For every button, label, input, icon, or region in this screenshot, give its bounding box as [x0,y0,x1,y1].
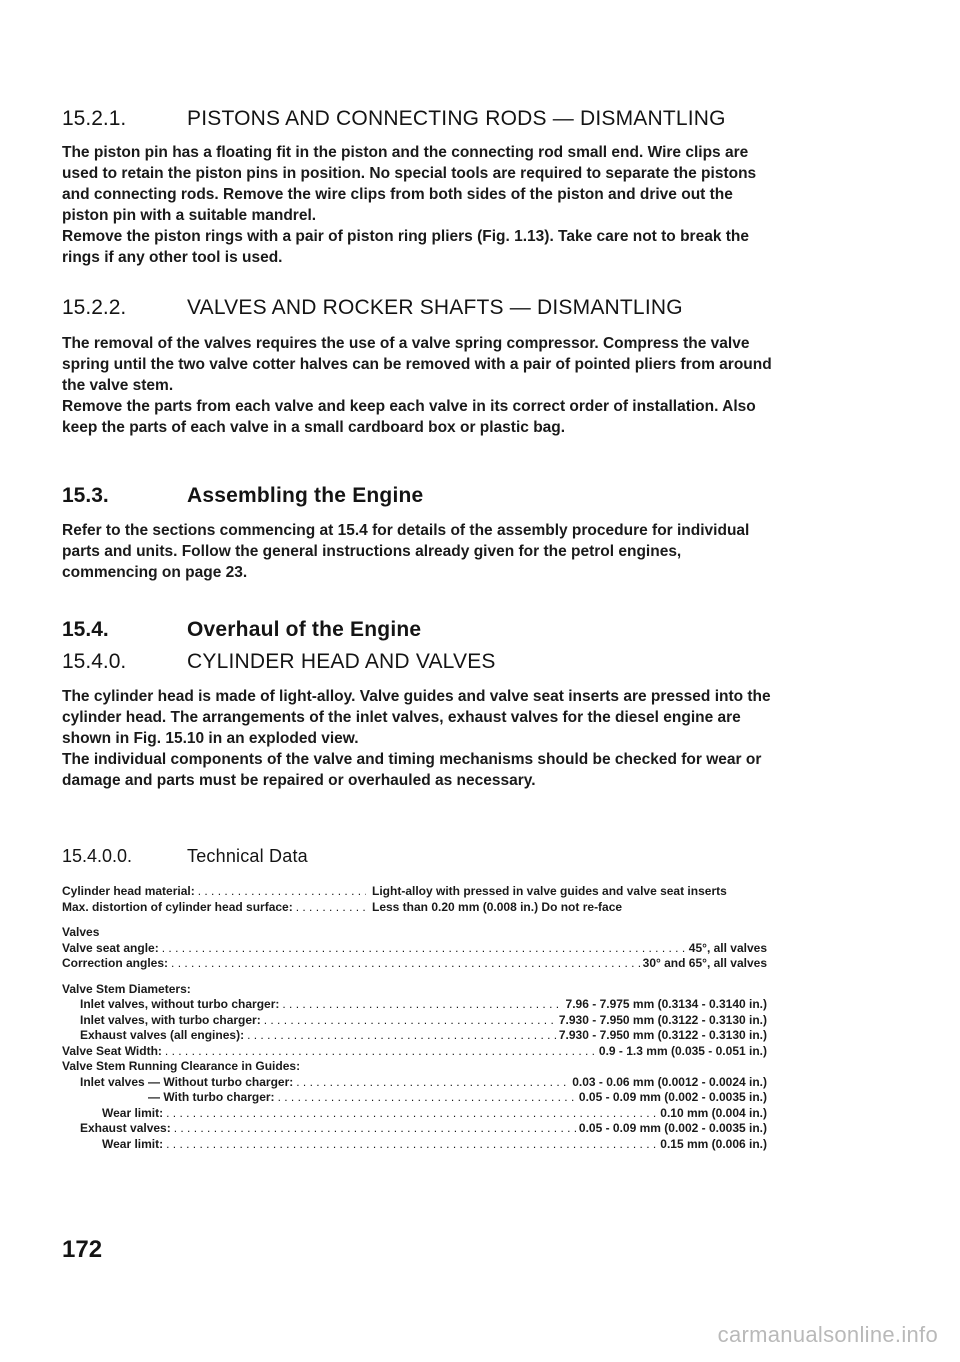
paragraph: Refer to the sections commencing at 15.4 for details of the assembly procedure for individual parts and units. Follow the general instructions already given for the petrol engines, commencing on page 23. [62,522,750,581]
spec-value: 0.05 - 0.09 mm (0.002 - 0.0035 in.) [578,1090,767,1104]
spec-value: 0.05 - 0.09 mm (0.002 - 0.0035 in.) [578,1121,767,1135]
page-number: 172 [62,1236,103,1263]
spec-label: Correction angles: [62,956,169,970]
spec-row [62,1013,767,1029]
spec-label: Inlet valves — Without turbo charger: [80,1074,294,1089]
paragraph: Remove the parts from each valve and keep each valve in its correct order of installation. Also keep the parts of each valve in a small cardboard box or plastic bag. [62,398,756,436]
section-number: 15.4.0.0. [62,846,133,866]
section-heading-15-4-0-0 [62,846,308,867]
section-number: 15.4. [62,618,109,641]
spec-group-heading: Valve Stem Running Clearance in Guides: [62,1059,301,1073]
spec-row [62,1044,767,1060]
section-title: Technical Data [187,846,308,866]
spec-label: Exhaust valves: [80,1121,171,1135]
section-title: CYLINDER HEAD AND VALVES [187,650,496,673]
section-title: Overhaul of the Engine [187,618,422,641]
spec-label: Wear limit: [102,1105,164,1120]
paragraph: The removal of the valves requires the use of a valve spring compressor. Compress the valve spring until the two valve cotter halves can be removed with a pair of pointed pliers from around the valve stem. [62,335,772,394]
spec-group-heading: Valve Stem Diameters: [62,981,191,996]
spec-label: Inlet valves, with turbo charger: [80,1012,261,1027]
section-number: 15.4.0. [62,650,127,673]
spec-value: 7.96 - 7.975 mm (0.3134 - 0.3140 in.) [565,997,767,1011]
spec-value: 0.9 - 1.3 mm (0.035 - 0.051 in.) [598,1043,767,1058]
spec-value: 30° and 65°, all valves [642,956,767,970]
spec-group-stem [62,982,767,1153]
section-title: VALVES AND ROCKER SHAFTS — DISMANTLING [187,296,683,319]
spec-label: Valve Seat Width: [62,1043,162,1058]
spec-row [62,1106,767,1122]
spec-row [62,900,767,916]
paragraph: The cylinder head is made of light-alloy. Valve guides and valve seat inserts are pressed into the cylinder head. The arrangements of the inlet valves, exhaust valves for the diesel engine are shown in Fig. 15.10 in an exploded view. [62,688,771,747]
spec-label: Wear limit: [102,1136,164,1151]
spec-value: 45°, all valves [688,940,767,955]
spec-value: Less than 0.20 mm (0.008 in.) Do not re-face [372,899,623,914]
paragraph: The individual components of the valve and timing mechanisms should be checked for wear or damage and parts must be repaired or overhauled as necessary. [62,751,762,789]
spec-value: 7.930 - 7.950 mm (0.3122 - 0.3130 in.) [558,1012,767,1027]
section-number: 15.2.2. [62,296,127,319]
spec-row [62,884,767,900]
spec-label: Max. distortion of cylinder head surface: [62,899,293,914]
section-number: 15.2.1. [62,107,127,130]
spec-value: 0.15 mm (0.006 in.) [660,1136,767,1151]
spec-row [62,997,767,1013]
spec-row [62,941,767,957]
spec-label: Valve seat angle: [62,940,159,955]
spec-label: Inlet valves, without turbo charger: [80,997,280,1011]
spec-value: 0.10 mm (0.004 in.) [660,1105,767,1120]
spec-row [62,956,767,972]
spec-row [62,1075,767,1091]
section-heading-15-2-2 [62,296,683,320]
spec-label: Cylinder head material: [62,884,195,898]
section-title: PISTONS AND CONNECTING RODS — DISMANTLING [187,107,726,130]
spec-label: Exhaust valves (all engines): [80,1028,245,1042]
spec-value: 7.930 - 7.950 mm (0.3122 - 0.3130 in.) [558,1028,767,1042]
section-heading-15-3 [62,484,423,508]
spec-label: — With turbo charger: [148,1090,275,1104]
section-heading-15-4 [62,618,421,642]
spec-value: 0.03 - 0.06 mm (0.0012 - 0.0024 in.) [572,1074,767,1089]
spec-row [62,1137,767,1153]
section-number: 15.3. [62,484,109,507]
technical-data-table [62,884,767,1152]
spec-row [62,1028,767,1044]
paragraph: Remove the piston rings with a pair of piston ring pliers (Fig. 1.13). Take care not to break the rings if any other tool is used. [62,228,750,266]
spec-row [62,1090,767,1106]
section-heading-15-2-1 [62,107,726,131]
paragraph: The piston pin has a floating fit in the piston and the connecting rod small end. Wire clips are used to retain the piston pins in position. No special tools are required to separate the pistons and connecting rods. Remove the wire clips from both sides of the piston and drive out the piston pin with a suitable mandrel. [62,144,757,224]
section-title: Assembling the Engine [187,484,424,507]
spec-row [62,1121,767,1137]
section-heading-15-4-0 [62,650,496,674]
spec-group-valves [62,925,767,972]
spec-value: Light-alloy with pressed in valve guides and valve seat inserts [372,884,727,898]
spec-group-heading: Valves [62,925,100,939]
watermark: carmanualsonline.info [717,1322,938,1347]
